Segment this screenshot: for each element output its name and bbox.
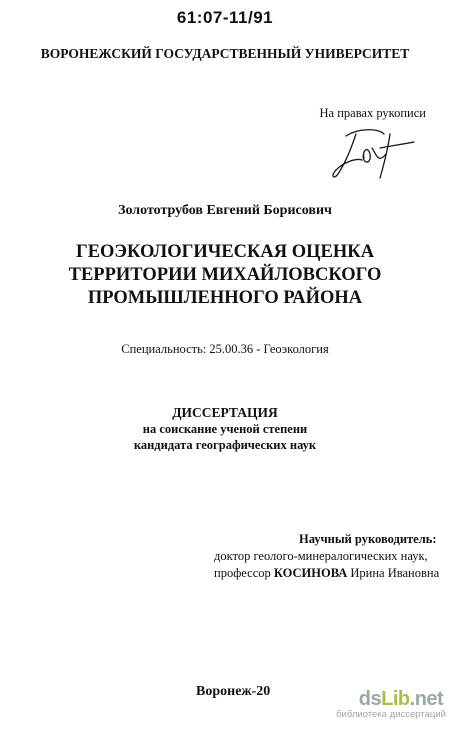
degree-name: кандидата географических наук [133, 438, 317, 452]
title-line-2: ТЕРРИТОРИИ МИХАЙЛОВСКОГО [68, 265, 382, 285]
dissertation-label: ДИССЕРТАЦИЯ [172, 405, 278, 420]
supervisor-heading: Научный руководитель: [299, 532, 437, 546]
university-name: ВОРОНЕЖСКИЙ ГОСУДАРСТВЕННЫЙ УНИВЕРСИТЕТ [40, 46, 410, 61]
dslib-watermark [336, 688, 446, 720]
specialty-line: Специальность: 25.00.36 - Геоэкология [121, 342, 329, 356]
dissertation-title [0, 241, 450, 310]
title-line-3: ПРОМЫШЛЕННОГО РАЙОНА [87, 288, 363, 308]
title-line-1: ГЕОЭКОЛОГИЧЕСКАЯ ОЦЕНКА [75, 242, 375, 262]
supervisor-block [214, 531, 439, 582]
manuscript-rights-note: На правах рукописи [319, 106, 426, 120]
degree-purpose: на соискание ученой степени [142, 422, 308, 436]
supervisor-given-names: Ирина Ивановна [350, 566, 440, 580]
dslib-logo: dsLib.net [358, 688, 444, 710]
supervisor-degree: доктор геолого-минералогических наук, [214, 549, 428, 563]
author-name: Золототрубов Евгений Борисович [118, 203, 332, 218]
supervisor-full-name [214, 565, 439, 582]
archive-code: 61:07-11/91 [176, 8, 274, 27]
handwritten-signature [328, 124, 418, 184]
dissertation-block [0, 405, 450, 453]
supervisor-surname: КОСИНОВА [273, 566, 348, 580]
supervisor-rank: профессор [214, 566, 271, 580]
dslib-caption: библиотека диссертаций [336, 709, 446, 720]
city-year: Воронеж-20 [196, 684, 271, 699]
